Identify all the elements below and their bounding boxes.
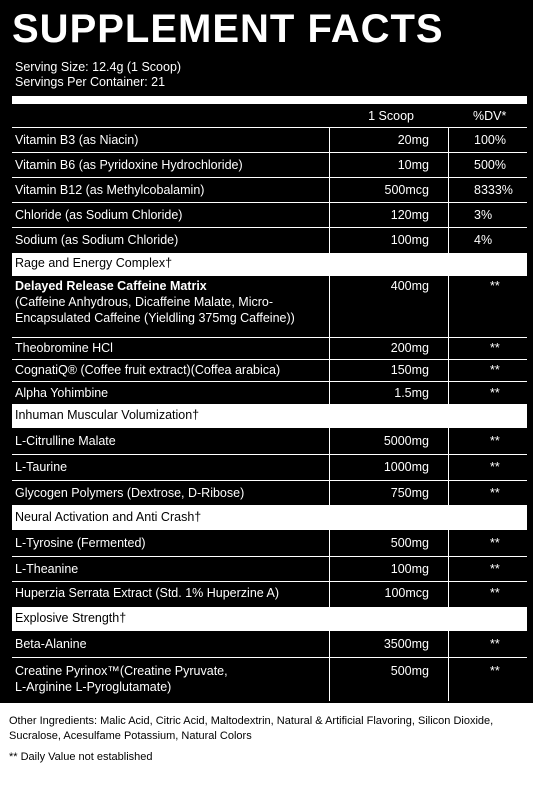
- ingredient-dv: **: [490, 586, 500, 600]
- dv-footnote: ** Daily Value not established: [9, 751, 153, 763]
- ingredient-dv: **: [490, 637, 500, 651]
- nutrient-amount: 10mg: [397, 158, 429, 172]
- other-ingredients: Other Ingredients: Malic Acid, Citric Acid, Maltodextrin, Natural & Artificial Flavoring, Silicon Dioxide,: [9, 715, 494, 727]
- section-header: [12, 253, 527, 276]
- ingredient-amount: 400mg: [390, 279, 429, 293]
- nutrient-amount: 500mcg: [384, 183, 429, 197]
- nutrient-name: Vitamin B6 (as Pyridoxine Hydrochloride): [15, 158, 243, 172]
- table-row: [12, 152, 527, 177]
- ingredient-name: Alpha Yohimbine: [15, 386, 109, 400]
- ingredient-dv: **: [490, 386, 500, 400]
- table-row: [12, 127, 527, 152]
- ingredient-dv: **: [490, 341, 500, 355]
- ingredient-dv: **: [490, 664, 500, 678]
- ingredient-name: Theobromine HCl: [15, 341, 113, 355]
- nutrient-name: Sodium (as Sodium Chloride): [15, 233, 179, 247]
- section-title: Rage and Energy Complex†: [15, 256, 173, 270]
- ingredient-name: L-Arginine L-Pyroglutamate): [15, 680, 172, 694]
- ingredient-dv: **: [490, 363, 500, 377]
- serving-size: Serving Size: 12.4g (1 Scoop): [15, 60, 182, 74]
- ingredient-dv: **: [490, 460, 500, 474]
- table-row: [12, 276, 527, 337]
- table-row: [12, 202, 527, 227]
- table-row: [12, 428, 527, 454]
- column-header-amount: 1 Scoop: [368, 109, 414, 123]
- ingredient-dv: **: [490, 536, 500, 550]
- table-row: [12, 480, 527, 505]
- section-header: [12, 607, 527, 631]
- ingredient-amount: 500mg: [390, 664, 429, 678]
- ingredient-amount: 5000mg: [383, 434, 429, 448]
- table-row: [12, 454, 527, 480]
- ingredient-amount: 200mg: [390, 341, 429, 355]
- other-ingredients: Sucralose, Acesulfame Potassium, Natural Colors: [9, 730, 252, 742]
- ingredient-amount: 1000mg: [383, 460, 429, 474]
- nutrient-dv: 100%: [474, 133, 506, 147]
- ingredient-description: Encapsulated Caffeine (Yieldling 375mg Caffeine)): [15, 311, 295, 325]
- ingredient-name: Creatine Pyrinox™(Creatine Pyruvate,: [15, 664, 228, 678]
- servings-per-container: Servings Per Container: 21: [15, 75, 166, 89]
- panel-title: SUPPLEMENT FACTS: [12, 7, 444, 51]
- table-row: [12, 657, 527, 701]
- ingredient-name: L-Theanine: [15, 562, 79, 576]
- nutrient-dv: 3%: [474, 208, 493, 222]
- ingredient-name: L-Tyrosine (Fermented): [15, 536, 146, 550]
- table-row: [12, 359, 527, 381]
- ingredient-dv: **: [490, 279, 500, 293]
- ingredient-amount: 100mcg: [384, 586, 429, 600]
- ingredient-name: L-Citrulline Malate: [15, 434, 116, 448]
- ingredient-description: (Caffeine Anhydrous, Dicaffeine Malate, Micro-: [15, 295, 273, 309]
- table-row: [12, 227, 527, 253]
- ingredient-name: Delayed Release Caffeine Matrix: [15, 279, 207, 293]
- ingredient-dv: **: [490, 562, 500, 576]
- table-row: [12, 381, 527, 404]
- column-header-dv: %DV*: [473, 109, 507, 123]
- table-row: [12, 177, 527, 202]
- nutrient-amount: 120mg: [390, 208, 429, 222]
- ingredient-name: Beta-Alanine: [15, 637, 87, 651]
- ingredient-amount: 150mg: [390, 363, 429, 377]
- ingredient-amount: 500mg: [390, 536, 429, 550]
- nutrient-dv: 4%: [474, 233, 493, 247]
- section-header: [12, 505, 527, 530]
- table-row: [12, 337, 527, 359]
- section-title: Inhuman Muscular Volumization†: [15, 408, 200, 422]
- table-row: [12, 556, 527, 581]
- nutrient-dv: 500%: [474, 158, 506, 172]
- ingredient-name: L-Taurine: [15, 460, 68, 474]
- thick-divider: [12, 96, 527, 104]
- ingredient-name: CognatiQ® (Coffee fruit extract)(Coffea arabica): [15, 363, 281, 377]
- ingredient-amount: 750mg: [390, 486, 429, 500]
- section-title: Explosive Strength†: [15, 611, 127, 625]
- nutrient-amount: 100mg: [390, 233, 429, 247]
- ingredient-dv: **: [490, 434, 500, 448]
- section-header: [12, 404, 527, 428]
- ingredient-name: Glycogen Polymers (Dextrose, D-Ribose): [15, 486, 245, 500]
- ingredient-amount: 100mg: [390, 562, 429, 576]
- ingredient-amount: 3500mg: [383, 637, 429, 651]
- nutrient-dv: 8333%: [474, 183, 513, 197]
- table-row: [12, 581, 527, 607]
- ingredient-amount: 1.5mg: [394, 386, 429, 400]
- nutrient-name: Chloride (as Sodium Chloride): [15, 208, 183, 222]
- nutrient-name: Vitamin B3 (as Niacin): [15, 133, 139, 147]
- table-row: [12, 631, 527, 657]
- ingredient-name: Huperzia Serrata Extract (Std. 1% Huperzine A): [15, 586, 280, 600]
- table-row: [12, 530, 527, 556]
- nutrient-amount: 20mg: [397, 133, 429, 147]
- section-title: Neural Activation and Anti Crash†: [15, 510, 202, 524]
- nutrient-name: Vitamin B12 (as Methylcobalamin): [15, 183, 205, 197]
- ingredient-dv: **: [490, 486, 500, 500]
